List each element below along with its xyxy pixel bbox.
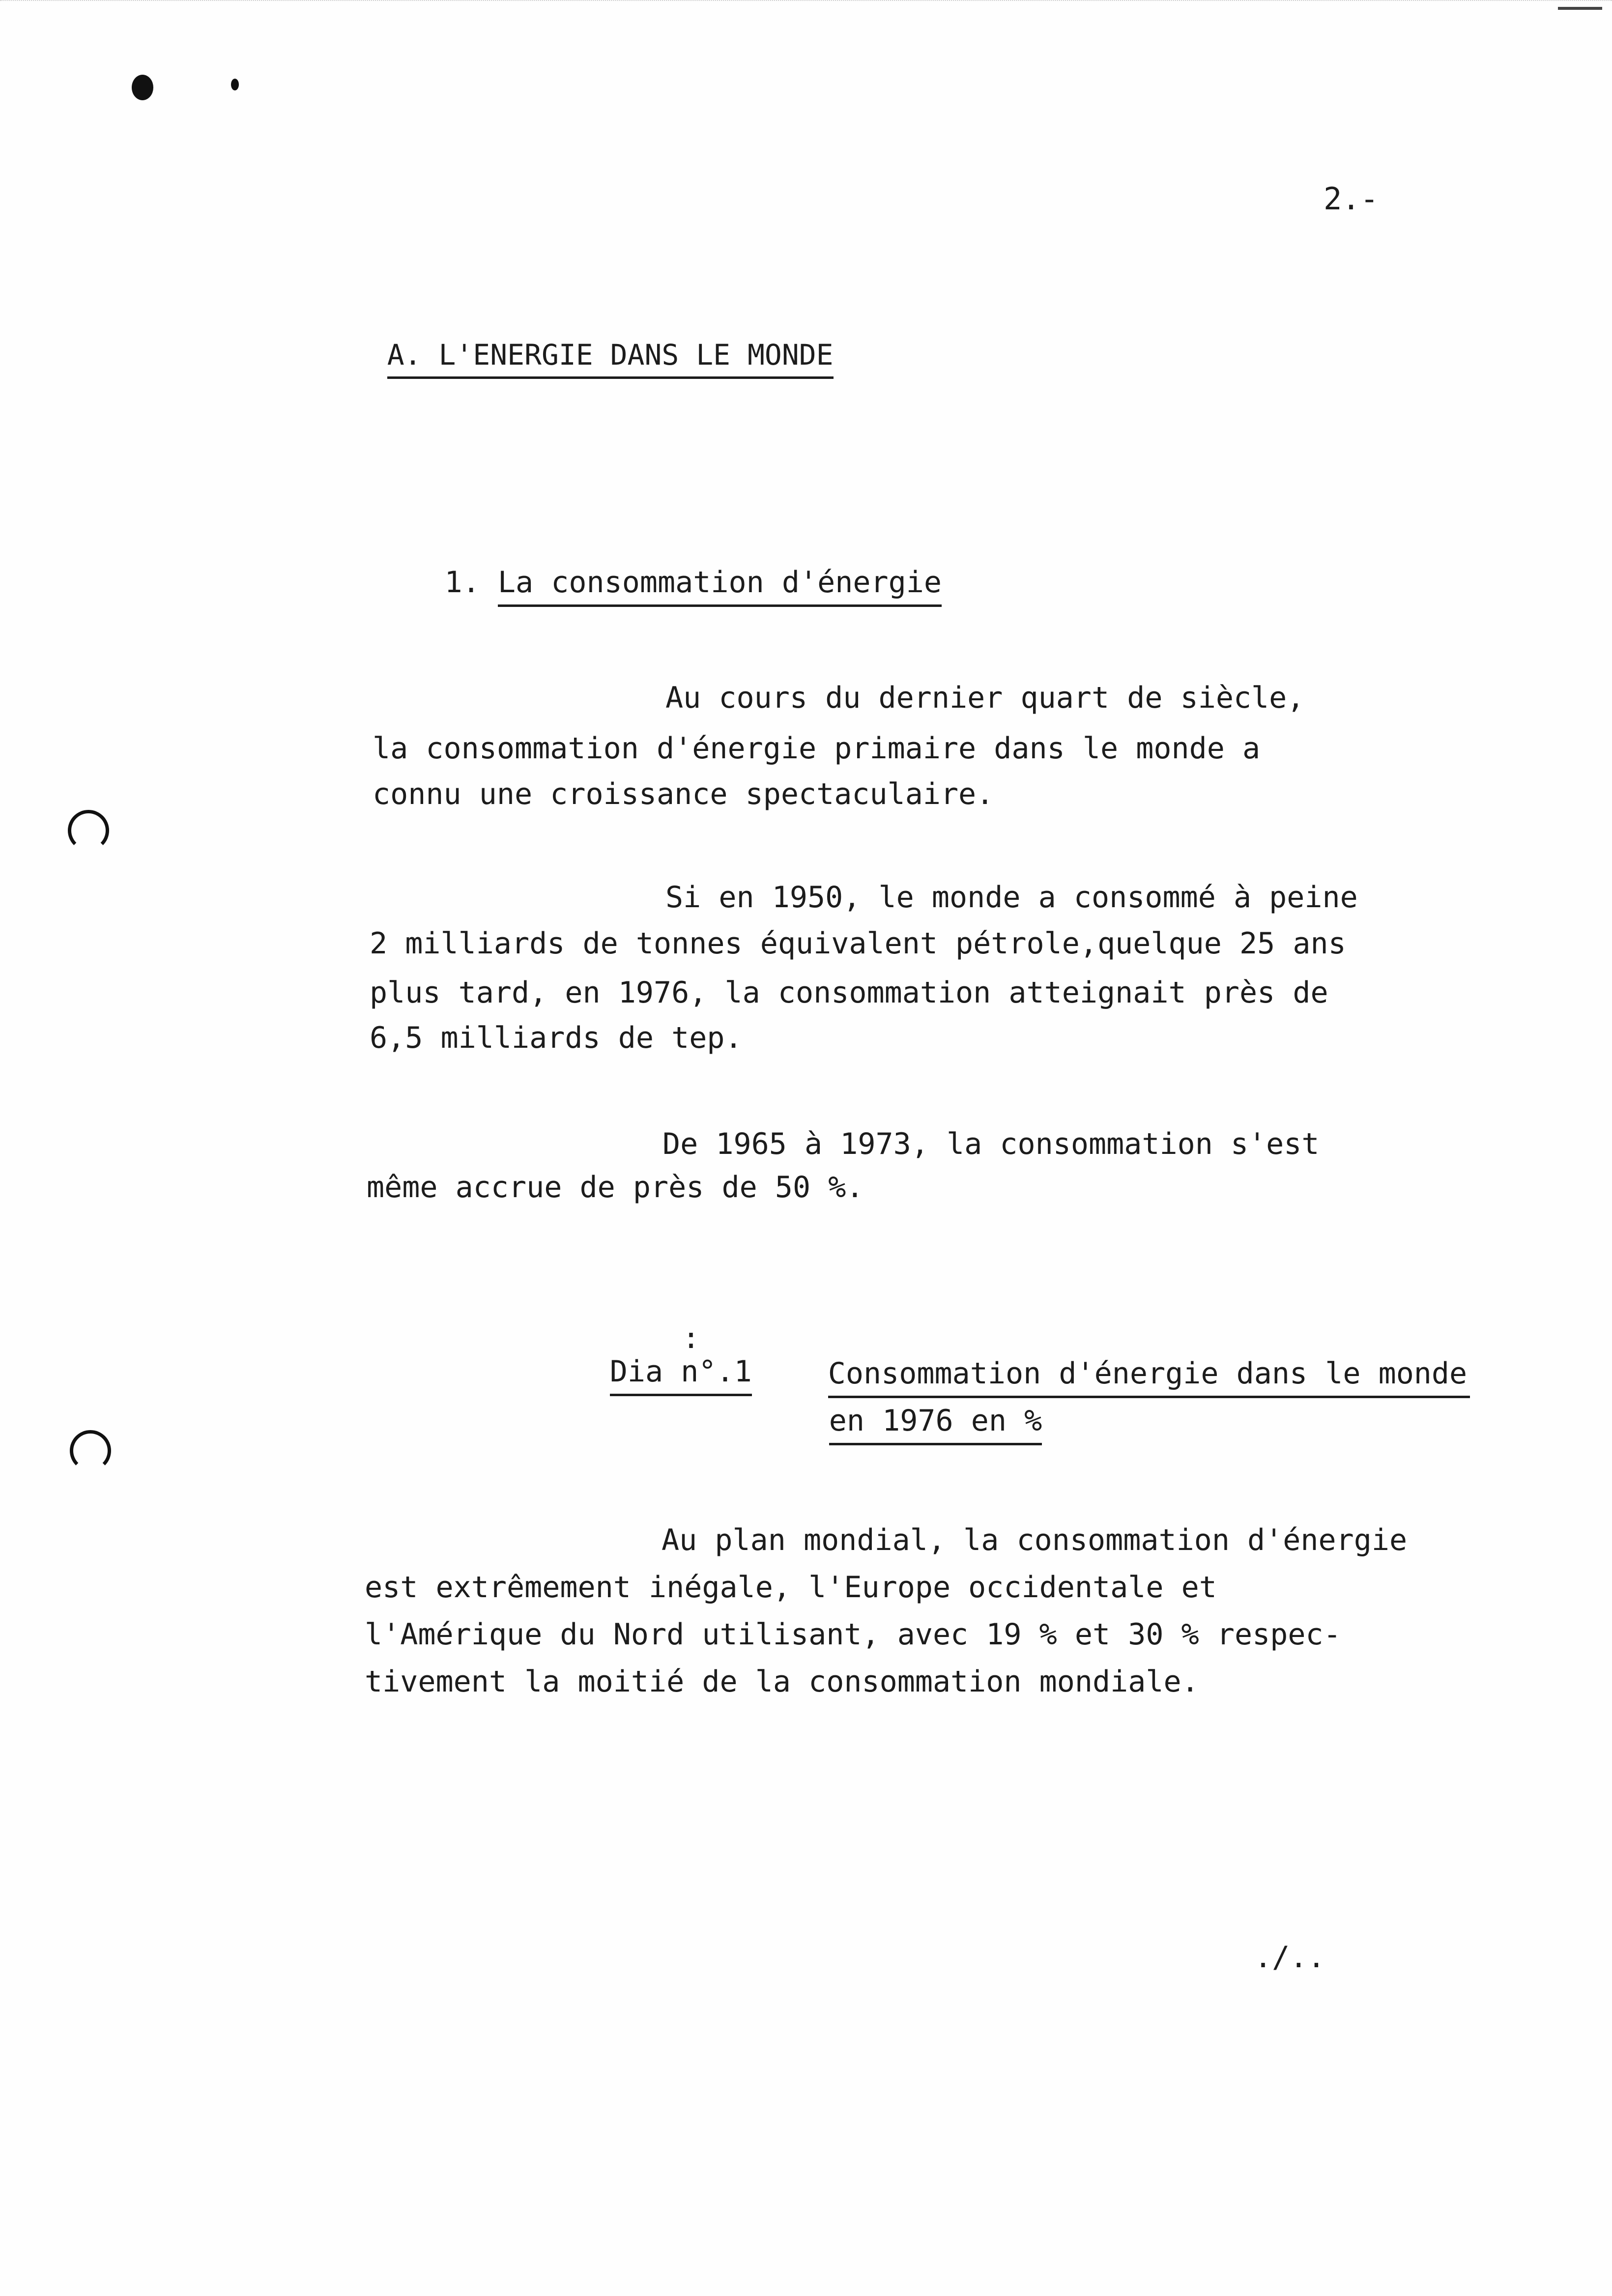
paragraph-line: même accrue de près de 50 %.	[367, 1170, 864, 1205]
paragraph-line: plus tard, en 1976, la consommation atteignait près de	[370, 976, 1328, 1010]
figure-caption-line1: Consommation d'énergie dans le monde	[721, 1322, 1470, 1425]
section-heading	[318, 305, 834, 405]
paragraph-line: Au plan mondial, la consommation d'énergie	[662, 1523, 1408, 1557]
punch-hole-mark-lower	[70, 1430, 111, 1471]
paragraph-line: est extrêmement inégale, l'Europe occidentale et	[365, 1570, 1217, 1605]
paragraph-line: l'Amérique du Nord utilisant, avec 19 % et 30 % respec-	[365, 1617, 1341, 1652]
subsection-number: 1.	[444, 565, 480, 600]
paragraph-line: connu une croissance spectaculaire.	[373, 777, 994, 811]
paragraph-line: Au cours du dernier quart de siècle,	[665, 681, 1305, 715]
paragraph-line: la consommation d'énergie primaire dans le monde a	[373, 731, 1261, 766]
page-number: 2.-	[1324, 181, 1379, 217]
figure-caption-line2: en 1976 en %	[722, 1369, 1042, 1472]
subsection-heading	[374, 531, 942, 634]
paragraph-line: tivement la moitié de la consommation mondiale.	[365, 1665, 1199, 1699]
scan-noise-top	[0, 0, 1612, 9]
subsection-title: La consommation d'énergie	[498, 565, 942, 607]
paragraph-line: 6,5 milliards de tep.	[370, 1021, 743, 1055]
punch-hole-mark-upper	[68, 810, 109, 851]
continuation-marker: ./..	[1254, 1940, 1325, 1975]
section-title: A. L'ENERGIE DANS LE MONDE	[387, 338, 834, 379]
scan-dot-small	[231, 79, 239, 90]
figure-separator: :	[682, 1321, 700, 1355]
scan-dot-large	[132, 75, 153, 100]
paragraph-line: 2 milliards de tonnes équivalent pétrole,quelque 25 ans	[370, 926, 1346, 961]
paragraph-line: De 1965 à 1973, la consommation s'est	[662, 1127, 1320, 1161]
scan-mark-corner	[1558, 7, 1602, 10]
paragraph-line: Si en 1950, le monde a consommé à peine	[665, 880, 1358, 915]
figure-label: Dia n°.1	[503, 1320, 752, 1423]
